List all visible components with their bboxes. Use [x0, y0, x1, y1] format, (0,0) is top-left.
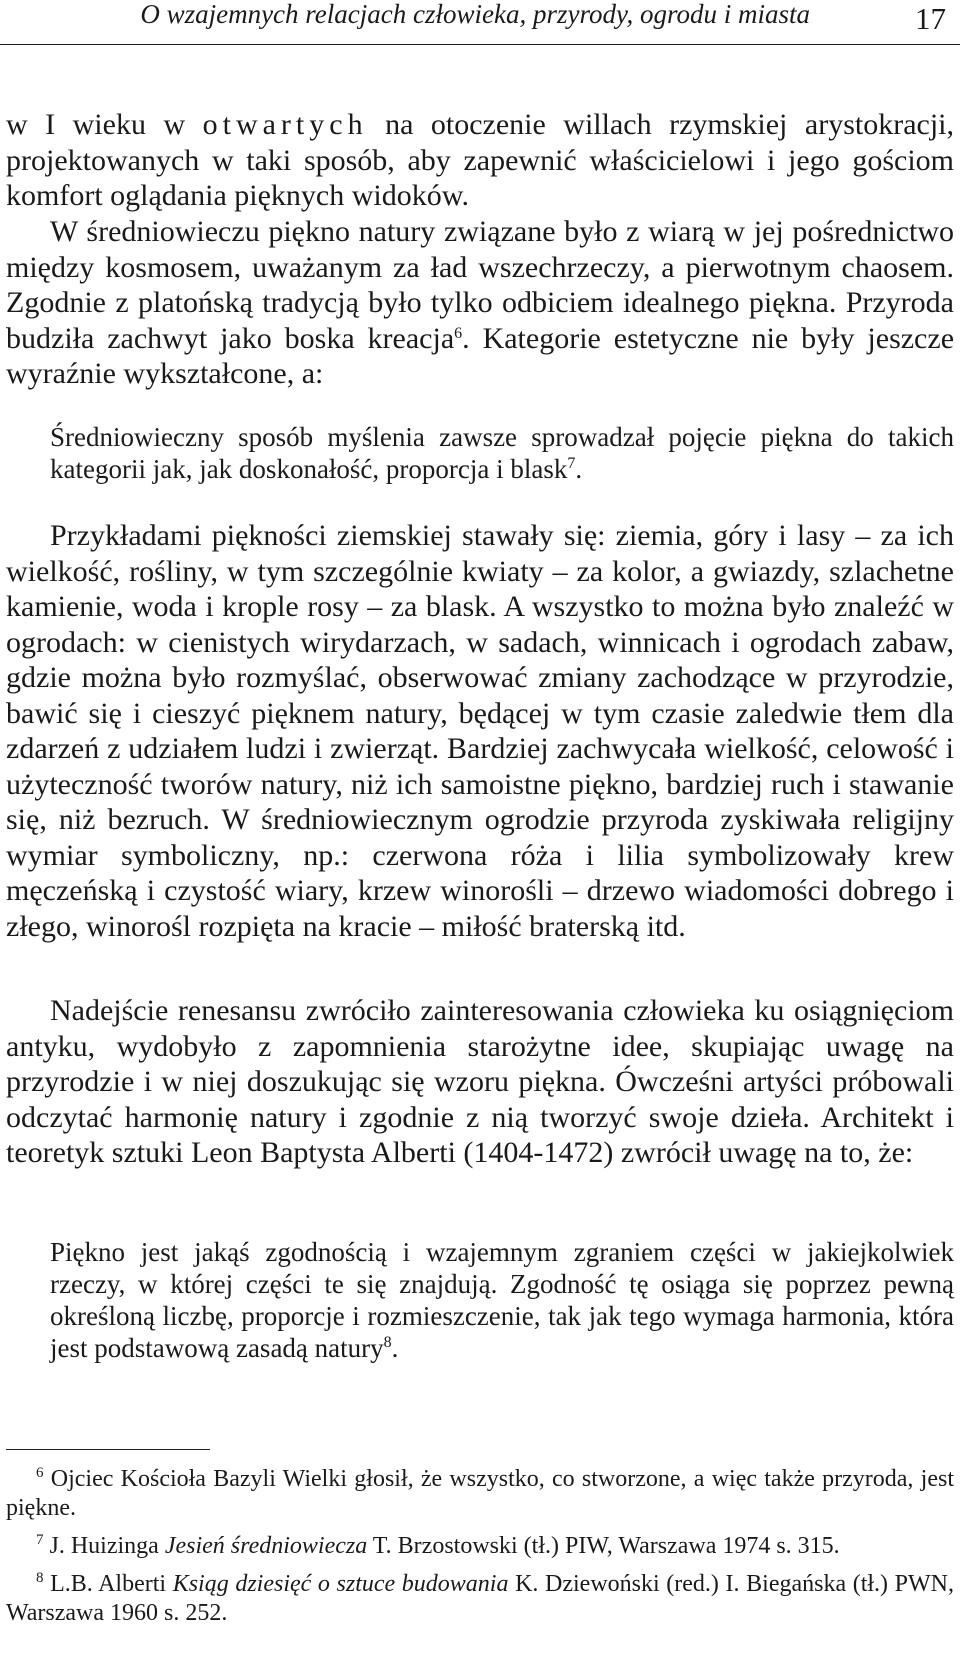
footnote-number: 8: [36, 1570, 44, 1586]
page-number: 17: [915, 1, 946, 36]
paragraph-renaissance: [6, 993, 954, 1171]
footnote-text: T. Brzostowski (tł.) PIW, Warszawa 1974 s. 315.: [367, 1533, 840, 1559]
footnote-number: 7: [36, 1532, 44, 1548]
footnote-text: K. Dziewoński (red.) I. Biegańska (tł.) PWN, Warszawa 1960 s. 252.: [6, 1571, 954, 1626]
block-quote-huizinga: [50, 421, 954, 485]
paragraph-4-text: Nadejście renesansu zwróciło zainteresowania człowieka ku osiągnięciom antyku, wydobyło z zapomnienia starożytne idee, skupiając uwagę na przyrodzie i w niej doszukując się wzoru piękna. Ówcześni artyści próbowali odczytać harmonię natury i zgodnie z nią tworzyć swoje dzieła. Architekt i teoretyk sztuki Leon Baptysta Alberti (1404-1472) zwrócił uwagę na to, że:: [6, 994, 954, 1169]
footnote-divider: [6, 1449, 210, 1450]
quote-1-text: Średniowieczny sposób myślenia zawsze sprowadzał pojęcie piękna do takich kategorii jak, jak doskonałość, proporcja i blask: [50, 422, 954, 484]
paragraph-earthly-beauty: [6, 518, 954, 944]
paragraph-2-text: W średniowieczu piękno natury związane było z wiarą w jej pośrednictwo między kosmosem, uważanym za ład wszechrzeczy, a pierwotnym chaosem. Zgodnie z platońską tradycją było tylko odbiciem idealnego piękna. Przyroda budziła zachwyt jako boska kreacja: [6, 215, 954, 355]
book-title: Ksiąg dziesięć o sztuce budowania: [172, 1571, 509, 1597]
block-quote-alberti: [50, 1236, 954, 1364]
footnote-8: [6, 1570, 954, 1628]
quote-2-end: .: [391, 1333, 399, 1363]
footnote-number: 6: [36, 1465, 44, 1481]
paragraph-1-lead: w I wieku w: [6, 108, 203, 141]
paragraph-middle-ages: [6, 214, 954, 392]
footnote-6: [6, 1465, 954, 1523]
footnote-ref-8[interactable]: 8: [383, 1334, 392, 1351]
running-header: [0, 0, 960, 45]
footnote-ref-6[interactable]: 6: [454, 324, 463, 342]
paragraph-1-rest: na otoczenie willach rzymskiej arystokracji, projektowanych w taki sposób, aby zapewnić właścicielowi i jego gościom komfort oglądania pięknych widoków.: [6, 108, 954, 212]
footnote-7: [6, 1532, 954, 1561]
emphasized-word: otwartych: [202, 108, 368, 141]
book-title: Jesień średniowiecza: [164, 1533, 368, 1559]
paragraph-2-end: . Kategorie estetyczne nie były jeszcze wyraźnie wykształcone, a:: [6, 321, 955, 390]
paragraph-3-text: Przykładami piękności ziemskiej stawały się: ziemia, góry i lasy – za ich wielkość, rośliny, w tym szczególnie kwiaty – za kolor, a gwiazdy, szlachetne kamienie, woda i krople rosy – za blask. A wszystko to można było znaleźć w ogrodach: w cienistych wirydarzach, w sadach, winnicach i ogrodach zabaw, gdzie można było rozmyślać, obserwować zmiany zachodzące w przyrodzie, bawić się i cieszyć pięknem natury, będącej w tym czasie zaledwie tłem dla zdarzeń z udziałem ludzi i zwierząt. Bardziej zachwycała wielkość, celowość i użyteczność tworów natury, niż ich samoistne piękno, bardziej ruch i stawanie się, niż bezruch. W średniowiecznym ogrodzie przyroda zyskiwała religijny wymiar symboliczny, np.: czerwona róża i lilia symbolizowały krew męczeńską i czystość wiary, krzew winorośli – drzewo wiadomości dobrego i złego, winorośl rozpięta na kracie – miłość braterską itd.: [6, 519, 954, 943]
footnote-text: Ojciec Kościoła Bazyli Wielki głosił, że wszystko, co stworzone, a więc także przyroda, jest piękne.: [6, 1466, 955, 1521]
footnote-ref-7[interactable]: 7: [567, 455, 576, 472]
footnotes: [6, 1465, 954, 1637]
quote-2-text: Piękno jest jakąś zgodnością i wzajemnym zgraniem części w jakiejkolwiek rzeczy, w której części te się znajdują. Zgodność tę osiąga się poprzez pewną określoną liczbę, proporcje i rozmieszczenie, tak jak tego wymaga harmonia, która jest podstawową zasadą natury: [50, 1237, 954, 1363]
paragraph-continuation: [6, 107, 954, 214]
running-title: O wzajemnych relacjach człowieka, przyrody, ogrodu i miasta: [140, 0, 810, 29]
footnote-text: J. Huizinga: [49, 1533, 165, 1559]
footnote-text: L.B. Alberti: [50, 1571, 173, 1597]
quote-1-end: .: [575, 454, 583, 484]
